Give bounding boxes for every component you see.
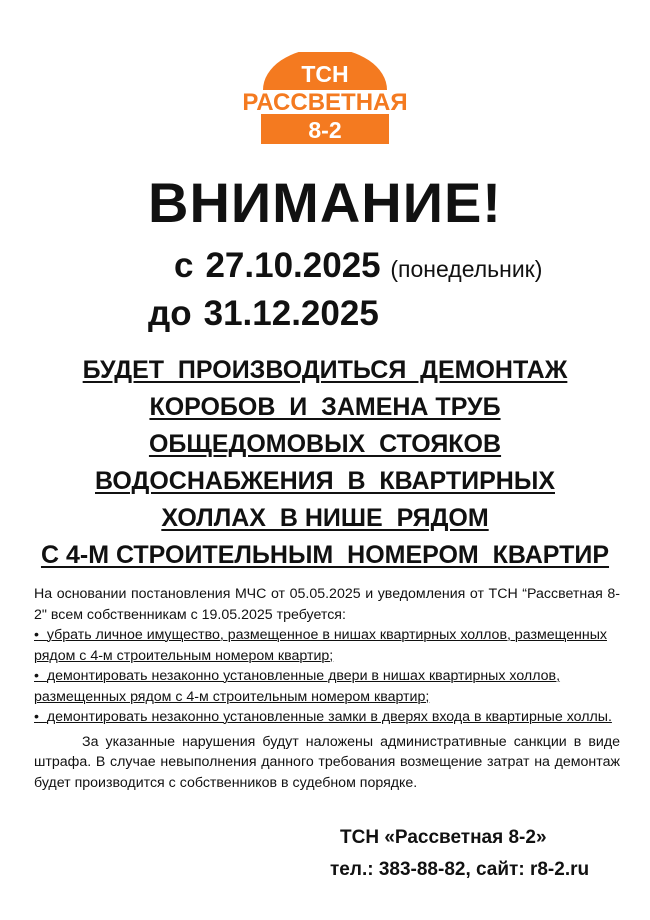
- from-prefix: с: [174, 246, 194, 285]
- signature-contacts: тел.: 383-88-82, сайт: r8-2.ru: [330, 859, 590, 880]
- heading-line: БУДЕТ ПРОИЗВОДИТЬСЯ ДЕМОНТАЖ: [82, 356, 568, 384]
- heading-line: С 4-М СТРОИТЕЛЬНЫМ НОМЕРОМ КВАРТИР: [40, 541, 610, 569]
- requirement-item: [34, 625, 620, 666]
- to-prefix: до: [148, 294, 192, 333]
- tsn-logo: [233, 52, 417, 146]
- logo-line1: ТСН: [301, 61, 349, 87]
- notice-title: ВНИМАНИЕ!: [148, 171, 502, 234]
- heading-line: КОРОБОВ И ЗАМЕНА ТРУБ: [149, 393, 501, 421]
- heading-line: ОБЩЕДОМОВЫХ СТОЯКОВ: [148, 430, 502, 458]
- notice-body: [34, 584, 620, 793]
- date-from-line: [174, 244, 542, 291]
- bullet-icon: •: [34, 627, 39, 643]
- requirement-text: убрать личное имущество, размещенное в нишах квартирных холлов, размещенных рядом с 4-м строительным номером квартир;: [34, 627, 607, 664]
- heading-line: ХОЛЛАХ В НИШЕ РЯДОМ: [161, 504, 489, 532]
- logo-line3: 8-2: [308, 117, 342, 143]
- bullet-icon: •: [34, 668, 39, 684]
- heading-line: ВОДОСНАБЖЕНИЯ В КВАРТИРНЫХ: [95, 467, 555, 495]
- work-description-heading: [0, 352, 650, 574]
- bullet-icon: •: [34, 709, 39, 725]
- intro-paragraph: На основании постановления МЧС от 05.05.2025 и уведомления от ТСН “Рассветная 8-2" всем собственникам с 19.05.2025 требуется:: [34, 586, 620, 623]
- signature-org: ТСН «Рассветная 8-2»: [340, 827, 547, 848]
- requirement-item: [34, 707, 620, 728]
- to-date: 31.12.2025: [203, 294, 379, 333]
- sanctions-paragraph: За указанные нарушения будут наложены административные санкции в виде штрафа. В случае невыполнения данного требования возмещение затрат на демонтаж будет производится с собственников в судебном порядке.: [34, 733, 620, 791]
- from-date: 27.10.2025: [205, 246, 381, 285]
- requirement-text: демонтировать незаконно установленные двери в нишах квартирных холлов, размещенных рядом с 4-м строительным номером квартир;: [34, 668, 561, 705]
- from-weekday: (понедельник): [390, 256, 543, 282]
- logo-line2: РАССВЕТНАЯ: [242, 89, 408, 116]
- date-to-line: [148, 292, 379, 336]
- requirement-text: демонтировать незаконно установленные замки в дверях входа в квартирные холлы.: [46, 709, 612, 725]
- requirement-item: [34, 666, 620, 707]
